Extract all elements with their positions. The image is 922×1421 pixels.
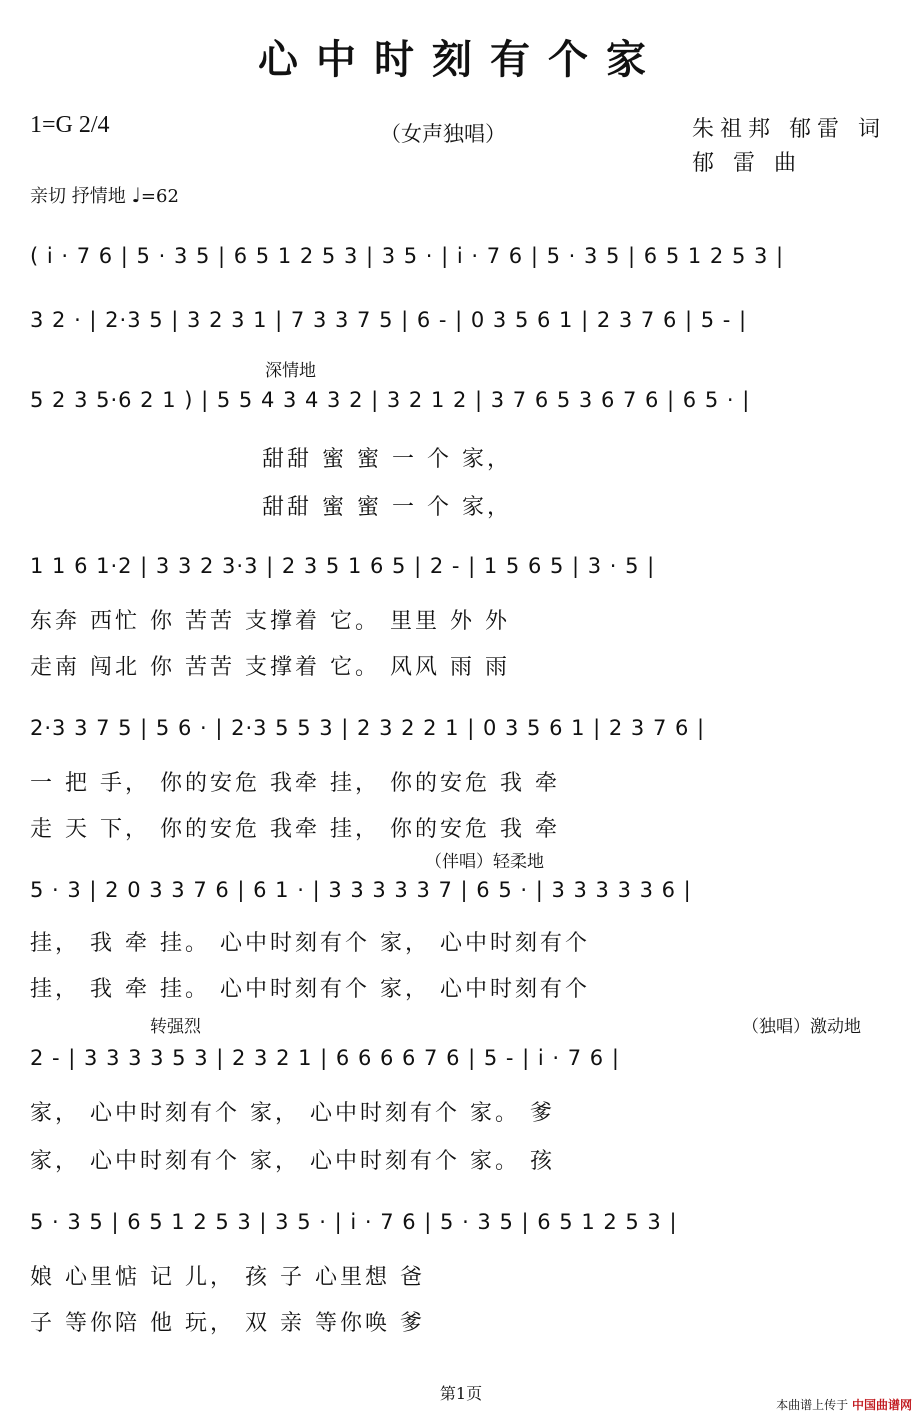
notation-text: 3 2 · | 2·3 5 | 3 2 3 1 | 7 3 3 7 5 | 6 - | 0 3 5 6 1 | 2 3 7 6 | 5 - |	[30, 308, 748, 332]
lyric-line: 挂， 我 牵 挂。 心中时刻有个 家， 心中时刻有个	[30, 931, 590, 956]
notation-row-4	[30, 546, 892, 588]
notation-text: 5 · 3 5 | 6 5 1 2 5 3 | 3 5 · | i · 7 6 | 5 · 3 5 | 6 5 1 2 5 3 |	[30, 1210, 678, 1234]
notation-row-5	[30, 708, 892, 750]
upload-credit	[776, 1396, 912, 1413]
key-signature: 1=G 2/4	[30, 112, 110, 138]
quarter-note-icon: ♩	[131, 183, 141, 207]
lyric-line: 子 等你陪 他 玩， 双 亲 等你唤 爹	[30, 1311, 425, 1336]
notation-text: 5 · 3 | 2 0 3 3 7 6 | 6 1 · | 3 3 3 3 3 7 | 6 5 · | 3 3 3 3 3 6 |	[30, 878, 692, 902]
tempo-marking	[30, 182, 179, 208]
notation-row-8	[30, 1202, 892, 1244]
lyric-line: 家， 心中时刻有个 家， 心中时刻有个 家。 孩	[30, 1149, 555, 1174]
annotation-deep: 深情地	[265, 361, 316, 381]
lyric-line: 家， 心中时刻有个 家， 心中时刻有个 家。 爹	[30, 1101, 555, 1126]
page-title: 心中时刻有个家	[258, 36, 664, 83]
subtitle: （女声独唱）	[380, 122, 506, 146]
lyric-line: 甜甜 蜜 蜜 一 个 家，	[262, 495, 512, 520]
notation-text: 2 - | 3 3 3 3 5 3 | 2 3 2 1 | 6 6 6 6 7 6 | 5 - | i · 7 6 |	[30, 1046, 620, 1070]
notation-text: 5 2 3 5·6 2 1 ) | 5 5 4 3 4 3 2 | 3 2 1 2 | 3 7 6 5 3 6 7 6 | 6 5 · |	[30, 388, 751, 412]
lyric-line: 挂， 我 牵 挂。 心中时刻有个 家， 心中时刻有个	[30, 977, 590, 1002]
notation-row-7	[30, 1038, 892, 1080]
lyric-line: 甜甜 蜜 蜜 一 个 家，	[262, 447, 512, 472]
site-logo: 中国曲谱网	[851, 1398, 912, 1412]
expression-text: 亲切 抒情地	[30, 186, 126, 207]
bpm-value: =62	[140, 186, 179, 207]
notation-text: 2·3 3 7 5 | 5 6 · | 2·3 5 5 3 | 2 3 2 2 1 | 0 3 5 6 1 | 2 3 7 6 |	[30, 716, 706, 740]
lyric-line: 娘 心里惦 记 儿， 孩 子 心里想 爸	[30, 1265, 425, 1290]
notation-row-2	[30, 300, 892, 342]
annotation-chorus-soft: （伴唱）轻柔地	[425, 852, 544, 872]
lyric-line: 走 天 下， 你的安危 我牵 挂， 你的安危 我 牵	[30, 817, 560, 842]
composer-credit: 郁 雷 曲	[692, 151, 802, 176]
lyricist-credit: 朱祖邦 郁雷 词	[692, 117, 886, 142]
notation-text: ( i · 7 6 | 5 · 3 5 | 6 5 1 2 5 3 | 3 5 · | i · 7 6 | 5 · 3 5 | 6 5 1 2 5 3 |	[30, 244, 785, 268]
annotation-solo-excited: （独唱）激动地	[742, 1017, 861, 1037]
lyric-line: 走南 闯北 你 苦苦 支撑着 它。 风风 雨 雨	[30, 655, 510, 680]
notation-row-3	[30, 380, 892, 422]
page-number: 第1页	[439, 1384, 483, 1403]
lyric-line: 一 把 手， 你的安危 我牵 挂， 你的安危 我 牵	[30, 771, 560, 796]
upload-prefix: 本曲谱上传于	[776, 1398, 849, 1412]
annotation-stronger: 转强烈	[150, 1017, 201, 1037]
lyric-line: 东奔 西忙 你 苦苦 支撑着 它。 里里 外 外	[30, 609, 510, 634]
notation-row-1	[30, 236, 892, 278]
notation-row-6	[30, 870, 892, 912]
notation-text: 1 1 6 1·2 | 3 3 2 3·3 | 2 3 5 1 6 5 | 2 - | 1 5 6 5 | 3 · 5 |	[30, 554, 656, 578]
